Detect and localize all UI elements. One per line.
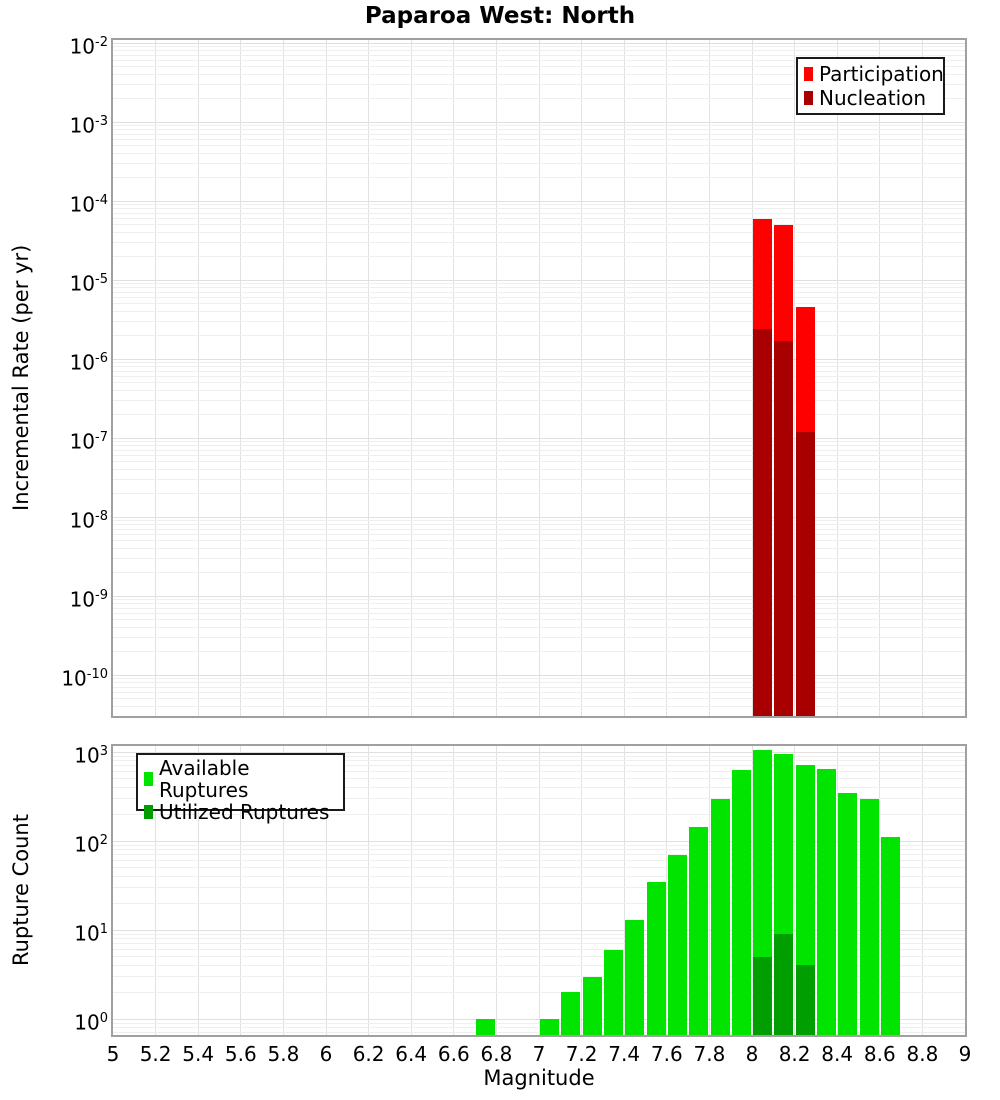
y-tick-label: $10^{-5}$ <box>69 271 108 296</box>
gridline-horizontal <box>113 450 965 451</box>
top-y-axis-title: Incremental Rate (per yr) <box>9 244 33 512</box>
x-tick-label: 6.2 <box>352 1042 385 1066</box>
gridline-horizontal <box>113 675 965 676</box>
gridline-horizontal <box>113 992 965 993</box>
gridline-horizontal <box>113 603 965 604</box>
gridline-horizontal <box>113 371 965 372</box>
gridline-vertical <box>411 40 412 716</box>
gridline-horizontal <box>113 651 965 652</box>
gridline-horizontal <box>113 390 965 391</box>
bar-available-ruptures-m7.35 <box>604 950 623 1035</box>
bar-available-ruptures-m7.15 <box>561 992 580 1035</box>
x-tick-label: 8.4 <box>821 1042 854 1066</box>
x-tick-label: 6.8 <box>480 1042 513 1066</box>
gridline-horizontal <box>113 698 965 699</box>
legend-item-participation <box>804 62 944 86</box>
gridline-vertical <box>198 40 199 716</box>
gridline-horizontal <box>113 965 965 966</box>
gridline-horizontal <box>113 321 965 322</box>
gridline-horizontal <box>113 678 965 679</box>
gridline-horizontal <box>113 534 965 535</box>
gridline-vertical <box>922 40 923 716</box>
gridline-horizontal <box>113 139 965 140</box>
gridline-horizontal <box>113 232 965 233</box>
gridline-vertical <box>240 40 241 716</box>
gridline-horizontal <box>113 218 965 219</box>
gridline-vertical <box>368 40 369 716</box>
nucleation-swatch-icon <box>804 91 813 105</box>
bar-nucleation-m8.25 <box>796 432 815 716</box>
y-tick-label: $10^3$ <box>74 743 108 768</box>
bar-available-ruptures-m8.65 <box>881 837 900 1035</box>
gridline-horizontal <box>113 1027 965 1028</box>
bar-utilized-ruptures-m8.25 <box>796 965 815 1035</box>
gridline-horizontal <box>113 280 965 281</box>
gridline-horizontal <box>113 163 965 164</box>
y-tick-label: $10^{-7}$ <box>69 429 108 454</box>
bar-available-ruptures-m7.55 <box>647 882 666 1035</box>
gridline-horizontal <box>113 177 965 178</box>
gridline-horizontal <box>113 287 965 288</box>
nucleation-legend-label: Nucleation <box>819 86 927 110</box>
x-tick-label: 5.4 <box>182 1042 215 1066</box>
gridline-horizontal <box>113 224 965 225</box>
x-tick-label: 8.8 <box>906 1042 939 1066</box>
y-tick-label: $10^1$ <box>74 921 108 946</box>
gridline-horizontal <box>113 934 965 935</box>
x-tick-label: 6.4 <box>395 1042 428 1066</box>
gridline-horizontal <box>113 930 965 931</box>
gridline-vertical <box>283 40 284 716</box>
rate-panel <box>113 40 965 716</box>
gridline-horizontal <box>113 903 965 904</box>
bar-available-ruptures-m7.45 <box>625 920 644 1035</box>
gridline-horizontal <box>113 627 965 628</box>
gridline-horizontal <box>113 414 965 415</box>
gridline-horizontal <box>113 976 965 977</box>
gridline-horizontal <box>113 256 965 257</box>
gridline-horizontal <box>113 860 965 861</box>
chart-title: Paparoa West: North <box>364 3 636 29</box>
x-tick-label: 7.8 <box>693 1042 726 1066</box>
gridline-horizontal <box>113 441 965 442</box>
gridline-horizontal <box>113 55 965 56</box>
gridline-horizontal <box>113 1019 965 1020</box>
gridline-horizontal <box>113 558 965 559</box>
bar-available-ruptures-m8.55 <box>860 799 879 1035</box>
gridline-vertical <box>539 40 540 716</box>
gridline-vertical <box>837 40 838 716</box>
y-tick-label: $10^{-9}$ <box>69 587 108 612</box>
gridline-horizontal <box>113 540 965 541</box>
bar-available-ruptures-m7.75 <box>689 827 708 1035</box>
x-tick-label: 5.8 <box>267 1042 300 1066</box>
gridline-horizontal <box>113 599 965 600</box>
bar-available-ruptures-m7.85 <box>711 799 730 1035</box>
gridline-horizontal <box>113 1032 965 1033</box>
gridline-vertical <box>709 40 710 716</box>
gridline-horizontal <box>113 283 965 284</box>
x-tick-label: 9 <box>958 1042 972 1066</box>
y-tick-label: $10^{-8}$ <box>69 508 108 533</box>
gridline-horizontal <box>113 400 965 401</box>
gridline-horizontal <box>113 572 965 573</box>
gridline-vertical <box>666 40 667 716</box>
bar-available-ruptures-m7.65 <box>668 855 687 1035</box>
bar-utilized-ruptures-m8.05 <box>753 957 772 1035</box>
gridline-horizontal <box>113 520 965 521</box>
gridline-horizontal <box>113 687 965 688</box>
y-tick-label: $10^2$ <box>74 832 108 857</box>
bar-nucleation-m8.05 <box>753 329 772 716</box>
gridline-horizontal <box>113 692 965 693</box>
gridline-horizontal <box>113 876 965 877</box>
gridline-horizontal <box>113 524 965 525</box>
gridline-horizontal <box>113 548 965 549</box>
gridline-horizontal <box>113 362 965 363</box>
x-tick-label: 6.6 <box>437 1042 470 1066</box>
y-tick-label: $10^0$ <box>74 1010 108 1035</box>
x-tick-label: 7.6 <box>650 1042 683 1066</box>
gridline-horizontal <box>113 637 965 638</box>
gridline-horizontal <box>113 359 965 360</box>
rate-legend <box>796 57 945 115</box>
gridline-horizontal <box>113 845 965 846</box>
gridline-horizontal <box>113 376 965 377</box>
utilized-ruptures-swatch-icon <box>144 805 153 819</box>
gridline-horizontal <box>113 938 965 939</box>
gridline-horizontal <box>113 1023 965 1024</box>
utilized-ruptures-legend-label: Utilized Ruptures <box>159 800 330 824</box>
gridline-horizontal <box>113 613 965 614</box>
legend-item-available-ruptures <box>144 757 337 801</box>
x-tick-label: 6 <box>319 1042 333 1066</box>
gridline-horizontal <box>113 619 965 620</box>
count-legend <box>136 753 345 824</box>
gridline-horizontal <box>113 382 965 383</box>
gridline-horizontal <box>113 517 965 518</box>
x-tick-label: 5.2 <box>139 1042 172 1066</box>
bar-available-ruptures-m8.45 <box>838 793 857 1035</box>
available-ruptures-swatch-icon <box>144 772 153 786</box>
gridline-horizontal <box>113 682 965 683</box>
gridline-horizontal <box>113 292 965 293</box>
bar-available-ruptures-m8.35 <box>817 769 836 1035</box>
gridline-vertical <box>879 40 880 716</box>
legend-item-nucleation <box>804 87 937 109</box>
y-tick-label: $10^{-4}$ <box>69 192 108 217</box>
gridline-horizontal <box>113 366 965 367</box>
gridline-horizontal <box>113 208 965 209</box>
y-tick-label: $10^{-3}$ <box>69 113 108 138</box>
gridline-horizontal <box>113 445 965 446</box>
gridline-horizontal <box>113 134 965 135</box>
gridline-horizontal <box>113 469 965 470</box>
gridline-horizontal <box>113 153 965 154</box>
gridline-horizontal <box>113 46 965 47</box>
x-tick-label: 8 <box>745 1042 759 1066</box>
y-tick-label: $10^{-10}$ <box>61 666 108 691</box>
gridline-horizontal <box>113 438 965 439</box>
bar-available-ruptures-m7.95 <box>732 770 751 1035</box>
x-tick-label: 7 <box>532 1042 546 1066</box>
gridline-horizontal <box>113 849 965 850</box>
gridline-horizontal <box>113 887 965 888</box>
gridline-horizontal <box>113 608 965 609</box>
gridline-vertical <box>624 40 625 716</box>
gridline-horizontal <box>113 125 965 126</box>
y-tick-label: $10^{-6}$ <box>69 350 108 375</box>
x-tick-label: 7.2 <box>565 1042 598 1066</box>
x-tick-label: 8.2 <box>778 1042 811 1066</box>
bottom-y-axis-title: Rupture Count <box>9 814 33 967</box>
x-tick-label: 7.4 <box>608 1042 641 1066</box>
gridline-horizontal <box>113 949 965 950</box>
gridline-horizontal <box>113 213 965 214</box>
gridline-horizontal <box>113 129 965 130</box>
gridline-horizontal <box>113 943 965 944</box>
gridline-horizontal <box>113 122 965 123</box>
x-tick-label: 5.6 <box>224 1042 257 1066</box>
x-tick-label: 5 <box>106 1042 120 1066</box>
gridline-horizontal <box>113 204 965 205</box>
gridline-horizontal <box>113 461 965 462</box>
gridline-horizontal <box>113 479 965 480</box>
bar-available-ruptures-m6.75 <box>476 1019 495 1035</box>
gridline-horizontal <box>113 956 965 957</box>
gridline-horizontal <box>113 854 965 855</box>
gridline-horizontal <box>113 311 965 312</box>
gridline-horizontal <box>113 43 965 44</box>
gridline-horizontal <box>113 50 965 51</box>
gridline-horizontal <box>113 335 965 336</box>
y-tick-label: $10^{-2}$ <box>69 34 108 59</box>
gridline-horizontal <box>113 529 965 530</box>
gridline-vertical <box>326 40 327 716</box>
available-ruptures-legend-label: Available Ruptures <box>159 756 250 802</box>
gridline-horizontal <box>113 596 965 597</box>
gridline-horizontal <box>113 867 965 868</box>
gridline-horizontal <box>113 303 965 304</box>
gridline-horizontal <box>113 493 965 494</box>
participation-legend-label: Participation <box>819 62 944 86</box>
gridline-vertical <box>155 40 156 716</box>
gridline-horizontal <box>113 841 965 842</box>
gridline-horizontal <box>113 455 965 456</box>
x-tick-label: 8.6 <box>863 1042 896 1066</box>
gridline-horizontal <box>113 706 965 707</box>
gridline-horizontal <box>113 201 965 202</box>
participation-swatch-icon <box>804 67 813 81</box>
bar-available-ruptures-m7.25 <box>583 977 602 1035</box>
gridline-vertical <box>453 40 454 716</box>
gridline-horizontal <box>113 145 965 146</box>
bar-available-ruptures-m7.05 <box>540 1019 559 1035</box>
x-axis-title: Magnitude <box>483 1066 595 1090</box>
gridline-horizontal <box>113 242 965 243</box>
bar-nucleation-m8.15 <box>774 341 793 716</box>
gridline-vertical <box>581 40 582 716</box>
gridline-horizontal <box>113 297 965 298</box>
legend-item-utilized-ruptures <box>144 801 337 823</box>
gridline-vertical <box>496 40 497 716</box>
bar-utilized-ruptures-m8.15 <box>774 934 793 1035</box>
